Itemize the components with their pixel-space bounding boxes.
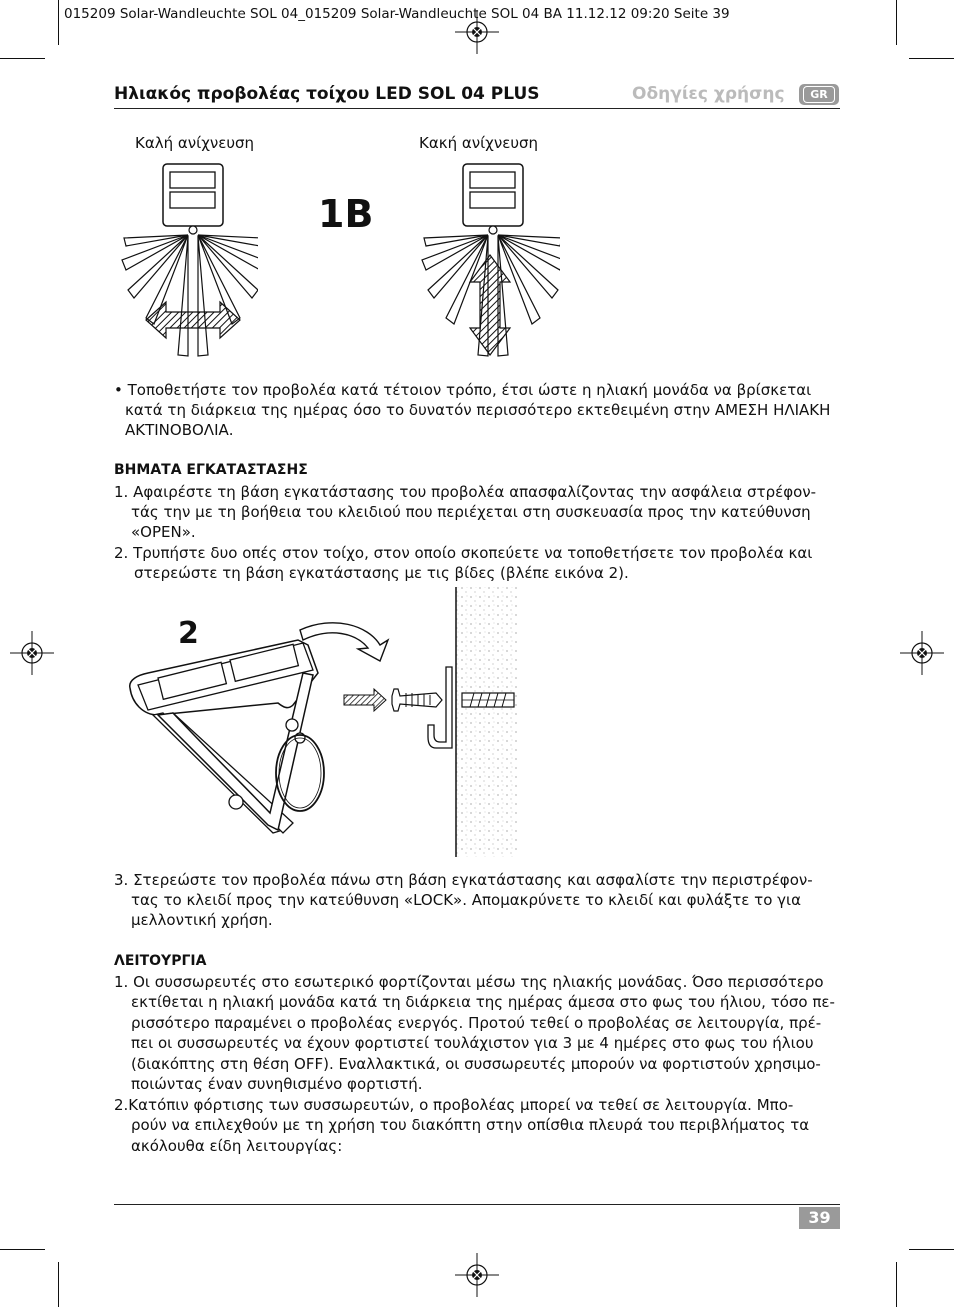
operation-step1-line: 1. Οι συσσωρευτές στο εσωτερικό φορτίζονται μέσω της ηλιακής μονάδας. Όσο περισσότερο: [114, 973, 824, 991]
install-step3-line: 3. Στερεώστε τον προβολέα πάνω στη βάση εγκατάστασης και ασφαλίστε την περιστρέφον-: [114, 871, 813, 889]
language-badge-label: GR: [803, 86, 835, 103]
install-heading: ΒΗΜΑΤΑ ΕΓΚΑΤΑΣΤΑΣΗΣ: [114, 462, 308, 478]
bad-detection-diagram: [418, 160, 560, 365]
operation-step2-line: 2.Κατόπιν φόρτισης των συσσωρευτών, ο προβολέας μπορεί να τεθεί σε λειτουργία. Μπο-: [114, 1096, 794, 1114]
intro-bullet-line: κατά τη διάρκεια της ημέρας όσο το δυνατόν περισσότερο εκτεθειμένη στην ΑΜΕΣΗ ΗΛΙΑΚΗ: [125, 401, 831, 419]
figure-number-2: 2: [178, 616, 199, 651]
intro-bullet-line: ΑΚΤΙΝΟΒΟΛΙΑ.: [125, 421, 234, 439]
operation-step1-line: ποιώντας έναν συνηθισμένο φορτιστή.: [131, 1075, 423, 1093]
install-step1-line: 1. Αφαιρέστε τη βάση εγκατάστασης του προβολέα απασφαλίζοντας την ασφάλεια στρέφον-: [114, 483, 817, 501]
crop-mark: [0, 58, 45, 59]
crop-mark: [58, 1262, 59, 1307]
install-step3-line: μελλοντική χρήση.: [131, 911, 273, 929]
figure-number-1b: 1B: [318, 192, 374, 236]
crop-mark: [909, 1249, 954, 1250]
operation-step2-line: ρούν να επιλεχθούν με τη χρήση του διακόπτη στην οπίσθια πλευρά του περιβλήματος τα: [131, 1116, 810, 1134]
operation-step1-line: (διακόπτης στη θέση OFF). Εναλλακτικά, οι συσσωρευτές μπορούν να φορτιστούν χρησιμο-: [131, 1055, 821, 1073]
footer-rule: [114, 1204, 840, 1205]
registration-mark-icon: [455, 1253, 499, 1297]
bad-detection-label: Κακή ανίχνευση: [419, 134, 539, 152]
registration-mark-icon: [10, 631, 54, 675]
install-step2-line: 2. Τρυπήστε δυο οπές στον τοίχο, στον οποίο σκοπεύετε να τοποθετήσετε τον προβολέα και: [114, 544, 813, 562]
print-slug: 015209 Solar-Wandleuchte SOL 04_015209 Solar-Wandleuchte SOL 04 BA 11.12.12 09:20 Seite 39: [64, 6, 730, 22]
install-step1-line: τάς την με τη βοήθεια του κλειδιού που περιέχεται στη συσκευασία προς την κατεύθυνση: [131, 503, 811, 521]
install-step2-line: στερεώστε τη βάση εγκατάστασης με τις βίδες (βλέπε εικόνα 2).: [134, 564, 629, 582]
crop-mark: [58, 0, 59, 45]
operation-step2-line: ακόλουθα είδη λειτουργίας:: [131, 1137, 343, 1155]
page-number: 39: [799, 1207, 840, 1229]
mounting-diagram: [118, 585, 520, 860]
install-step3-line: τας το κλειδί προς την κατεύθυνση «LOCK». Απομακρύνετε το κλειδί και φυλάξτε το για: [131, 891, 801, 909]
good-detection-label: Καλή ανίχνευση: [135, 134, 255, 152]
good-detection-diagram: [118, 160, 258, 365]
operation-step1-line: εκτίθεται η ηλιακή μονάδα κατά τη διάρκεια της ημέρας άμεσα στο φως του ήλιου, τόσο πε-: [131, 993, 835, 1011]
install-step1-line: «OPEN».: [131, 523, 196, 541]
crop-mark: [0, 1249, 45, 1250]
header-rule: [114, 108, 840, 109]
crop-mark: [909, 58, 954, 59]
operation-step1-line: πει οι συσσωρευτές να έχουν φορτιστεί τουλάχιστον για 3 με 4 ημέρες στο φως του ήλιου: [131, 1034, 814, 1052]
operation-step1-line: ρισσότερο παραμένει ο προβολέας ενεργός. Προτού τεθεί ο προβολέας σε λειτουργία, πρέ-: [131, 1014, 822, 1032]
page-title: Ηλιακός προβολέας τοίχου LED SOL 04 PLUS: [114, 84, 540, 104]
intro-bullet-line: • Τοποθετήστε τον προβολέα κατά τέτοιον τρόπο, έτσι ώστε η ηλιακή μονάδα να βρίσκεται: [114, 381, 812, 399]
crop-mark: [896, 0, 897, 45]
language-badge: [799, 84, 839, 105]
registration-mark-icon: [900, 631, 944, 675]
section-title: Οδηγίες χρήσης: [632, 84, 785, 104]
crop-mark: [896, 1262, 897, 1307]
operation-heading: ΛΕΙΤΟΥΡΓΙΑ: [114, 953, 207, 969]
